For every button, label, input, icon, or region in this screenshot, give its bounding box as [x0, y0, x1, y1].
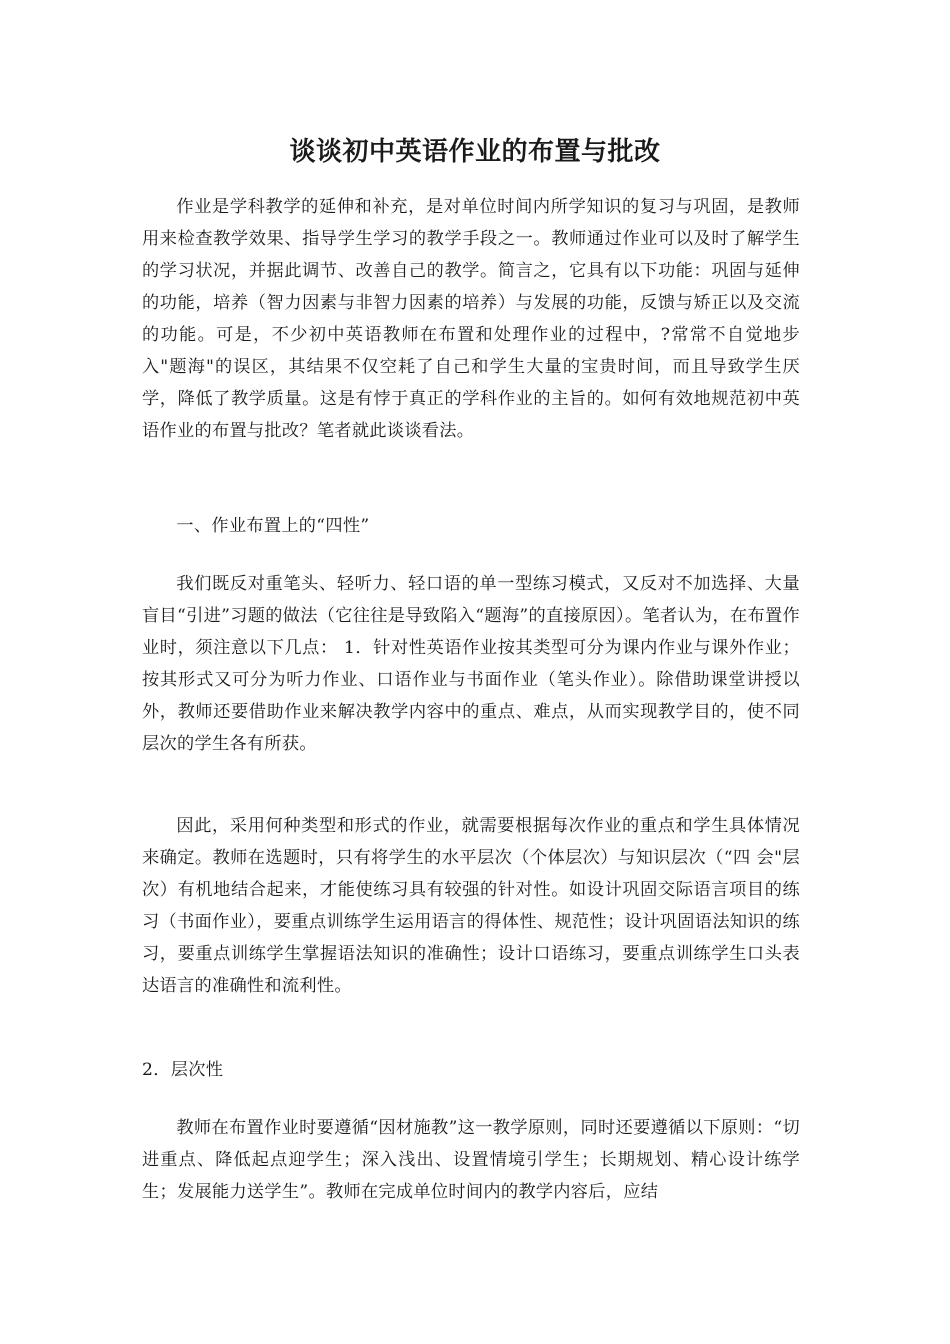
document-title: 谈谈初中英语作业的布置与批改: [289, 137, 661, 167]
paragraph-levels: 教师在布置作业时要遵循“因材施教”这一教学原则，同时还要遵循以下原则：“切进重点、降低起点迎学生；深入浅出、设置情境引学生；长期规划、精心设计练学生；发展能力送学生”。教师在完成单位时间内的教学内容后，应结: [142, 1118, 800, 1202]
paragraph-section-one: 我们既反对重笔头、轻听力、轻口语的单一型练习模式，又反对不加选择、大量盲目“引进”习题的做法（它往往是导致陷入“题海”的直接原因）。笔者认为，在布置作业时，须注意以下几点： 1．针对性英语作业按其类型可分为课内作业与课外作业；按其形式又可分为听力作业、口语作业与书面作业（笔头作业）。除借助课堂讲授以外，教师还要借助作业来解决教学内容中的重点、难点，从而实现教学目的，使不同层次的学生各有所获。: [142, 574, 800, 754]
paragraph-targeted: 因此，采用何种类型和形式的作业，就需要根据每次作业的重点和学生具体情况来确定。教师在选题时，只有将学生的水平层次（个体层次）与知识层次（“四 会"层次）有机地结合起来，才能使练习具有较强的针对性。如设计巩固交际语言项目的练习（书面作业），要重点训练学生运用语言的得体性、规范性；设计巩固语法知识的练习，要重点训练学生掌握语法知识的准确性；设计口语练习，要重点训练学生口头表达语言的准确性和流利性。: [142, 816, 800, 996]
paragraph-intro: 作业是学科教学的延伸和补充，是对单位时间内所学知识的复习与巩固，是教师用来检查教学效果、指导学生学习的教学手段之一。教师通过作业可以及时了解学生的学习状况，并据此调节、改善自己的教学。简言之，它具有以下功能：巩固与延伸的功能，培养（智力因素与非智力因素的培养）与发展的功能，反馈与矫正以及交流的功能。可是，不少初中英语教师在布置和处理作业的过程中，?常常不自觉地步入"题海"的误区，其结果不仅空耗了自己和学生大量的宝贵时间，而且导致学生厌学，降低了教学质量。这是有悖于真正的学科作业的主旨的。如何有效地规范初中英语作业的布置与批改？笔者就此谈谈看法。: [142, 197, 800, 441]
section-heading-four-properties: 一、作业布置上的“四性”: [176, 516, 370, 536]
section-heading-levels: 2．层次性: [142, 1060, 224, 1080]
